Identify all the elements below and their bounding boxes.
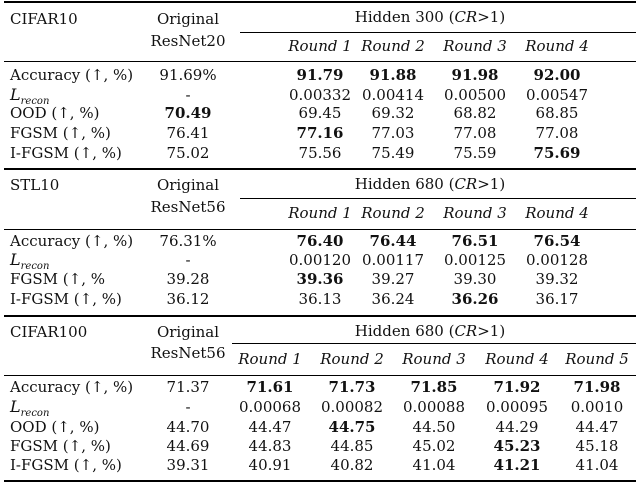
table-cell: 76.44 — [369, 232, 417, 250]
table-cell: 39.27 — [371, 270, 415, 288]
original-value: 39.28 — [166, 270, 210, 288]
round-header: Round 4 — [485, 350, 549, 368]
table-cell: 0.00547 — [525, 86, 589, 104]
round-header: Round 2 — [361, 204, 425, 222]
section-rule — [4, 315, 636, 317]
round-header: Round 4 — [525, 204, 589, 222]
table-cell: 44.83 — [248, 437, 292, 455]
original-header: Original — [156, 10, 220, 28]
table-cell: 44.29 — [495, 418, 539, 436]
table-cell: 45.18 — [575, 437, 619, 455]
original-header: Original — [156, 176, 220, 194]
table-cell: 40.91 — [248, 456, 292, 474]
row-label: Accuracy (↑, %) — [10, 66, 134, 84]
row-label: I-FGSM (↑, %) — [10, 144, 122, 162]
table-cell: 41.04 — [412, 456, 456, 474]
header-divider — [4, 61, 636, 62]
hidden-underline — [240, 198, 636, 199]
round-header: Round 3 — [443, 37, 507, 55]
hidden-prefix: Hidden 300 ( — [354, 8, 455, 26]
table-cell: 69.32 — [371, 104, 415, 122]
original-value: 36.12 — [166, 290, 210, 308]
table-cell: 0.00125 — [443, 251, 507, 269]
table-cell: 76.51 — [451, 232, 499, 250]
top-rule — [4, 1, 636, 3]
table-cell: 91.88 — [369, 66, 417, 84]
hidden-prefix: Hidden 680 ( — [354, 322, 455, 340]
hidden-cr: CR — [454, 322, 478, 340]
table-cell: 0.00117 — [361, 251, 425, 269]
hidden-underline — [232, 343, 636, 344]
row-label: Accuracy (↑, %) — [10, 232, 134, 250]
section-rule — [4, 168, 636, 170]
table-cell: 0.00095 — [485, 398, 549, 416]
table-cell: 77.03 — [371, 124, 415, 142]
table-cell: 0.00128 — [525, 251, 589, 269]
original-value: - — [185, 86, 191, 104]
round-header: Round 2 — [320, 350, 384, 368]
original-value: 44.69 — [166, 437, 210, 455]
hidden-cr: CR — [454, 8, 478, 26]
row-label — [10, 398, 49, 419]
table-cell: 77.08 — [535, 124, 579, 142]
round-header: Round 1 — [238, 350, 302, 368]
original-value: 75.02 — [166, 144, 210, 162]
table-cell: 75.56 — [298, 144, 342, 162]
header-divider — [4, 229, 636, 230]
row-label: I-FGSM (↑, %) — [10, 456, 122, 474]
original-value: - — [185, 398, 191, 416]
hidden-suffix: >1) — [477, 8, 506, 26]
row-label: FGSM (↑, % — [10, 270, 106, 288]
original-value: 44.70 — [166, 418, 210, 436]
table-cell: 71.92 — [493, 378, 541, 396]
hidden-suffix: >1) — [477, 175, 506, 193]
row-label: OOD (↑, %) — [10, 418, 100, 436]
table-cell: 36.13 — [298, 290, 342, 308]
recon-subscript: recon — [20, 96, 50, 107]
table-cell: 39.32 — [535, 270, 579, 288]
table-cell: 75.69 — [533, 144, 581, 162]
recon-loss-symbol: L — [10, 250, 21, 269]
table-cell: 71.85 — [410, 378, 458, 396]
round-header: Round 4 — [525, 37, 589, 55]
round-header: Round 1 — [288, 204, 352, 222]
original-value: 91.69% — [159, 66, 217, 84]
table-cell: 0.00500 — [443, 86, 507, 104]
table-cell: 92.00 — [533, 66, 581, 84]
table-cell: 68.82 — [453, 104, 497, 122]
original-value: 71.37 — [166, 378, 210, 396]
table-cell: 91.98 — [451, 66, 499, 84]
table-cell: 91.79 — [296, 66, 344, 84]
original-header: Original — [156, 323, 220, 341]
dataset-name: CIFAR10 — [10, 10, 78, 28]
table-cell: 36.26 — [451, 290, 499, 308]
table-cell: 44.85 — [330, 437, 374, 455]
table-cell: 71.61 — [246, 378, 294, 396]
table-cell: 39.30 — [453, 270, 497, 288]
table-cell: 39.36 — [296, 270, 344, 288]
hidden-header — [355, 175, 505, 193]
header-divider — [4, 375, 636, 376]
recon-subscript: recon — [20, 408, 50, 419]
table-cell: 71.73 — [328, 378, 376, 396]
hidden-header — [355, 8, 505, 26]
table-cell: 45.02 — [412, 437, 456, 455]
original-value: 76.41 — [166, 124, 210, 142]
table-cell: 0.00068 — [238, 398, 302, 416]
table-cell: 44.47 — [575, 418, 619, 436]
row-label: OOD (↑, %) — [10, 104, 100, 122]
dataset-name: CIFAR100 — [10, 323, 88, 341]
table-cell: 45.23 — [493, 437, 541, 455]
table-cell: 41.21 — [493, 456, 541, 474]
table-cell: 69.45 — [298, 104, 342, 122]
table-cell: 75.49 — [371, 144, 415, 162]
hidden-suffix: >1) — [477, 322, 506, 340]
round-header: Round 2 — [361, 37, 425, 55]
table-cell: 0.00120 — [288, 251, 352, 269]
table-cell: 44.47 — [248, 418, 292, 436]
table-cell: 40.82 — [330, 456, 374, 474]
table-cell: 0.00414 — [361, 86, 425, 104]
row-label — [10, 251, 49, 272]
table-cell: 0.00088 — [402, 398, 466, 416]
table-cell: 75.59 — [453, 144, 497, 162]
table-cell: 36.17 — [535, 290, 579, 308]
hidden-cr: CR — [454, 175, 478, 193]
original-value: - — [185, 251, 191, 269]
round-header: Round 5 — [565, 350, 629, 368]
table-cell: 76.54 — [533, 232, 581, 250]
hidden-underline — [240, 32, 636, 33]
original-model: ResNet56 — [150, 344, 226, 362]
table-cell: 77.16 — [296, 124, 344, 142]
section-rule — [4, 480, 636, 482]
round-header: Round 3 — [402, 350, 466, 368]
table-cell: 41.04 — [575, 456, 619, 474]
recon-subscript: recon — [20, 261, 50, 272]
table-cell: 44.50 — [412, 418, 456, 436]
table-cell: 36.24 — [371, 290, 415, 308]
original-model: ResNet56 — [150, 198, 226, 216]
table-cell: 0.0010 — [570, 398, 624, 416]
table-cell: 0.00082 — [320, 398, 384, 416]
table-cell: 71.98 — [573, 378, 621, 396]
round-header: Round 3 — [443, 204, 507, 222]
table-cell: 68.85 — [535, 104, 579, 122]
original-model: ResNet20 — [150, 32, 226, 50]
dataset-name: STL10 — [10, 176, 60, 194]
row-label: I-FGSM (↑, %) — [10, 290, 122, 308]
row-label: Accuracy (↑, %) — [10, 378, 134, 396]
table-cell: 77.08 — [453, 124, 497, 142]
original-value: 39.31 — [166, 456, 210, 474]
table-cell: 44.75 — [328, 418, 376, 436]
recon-loss-symbol: L — [10, 397, 21, 416]
hidden-header — [355, 322, 505, 340]
hidden-prefix: Hidden 680 ( — [354, 175, 455, 193]
row-label: FGSM (↑, %) — [10, 437, 111, 455]
table-cell: 76.40 — [296, 232, 344, 250]
row-label: FGSM (↑, %) — [10, 124, 111, 142]
table-cell: 0.00332 — [288, 86, 352, 104]
original-value: 70.49 — [164, 104, 212, 122]
recon-loss-symbol: L — [10, 85, 21, 104]
round-header: Round 1 — [288, 37, 352, 55]
original-value: 76.31% — [159, 232, 217, 250]
